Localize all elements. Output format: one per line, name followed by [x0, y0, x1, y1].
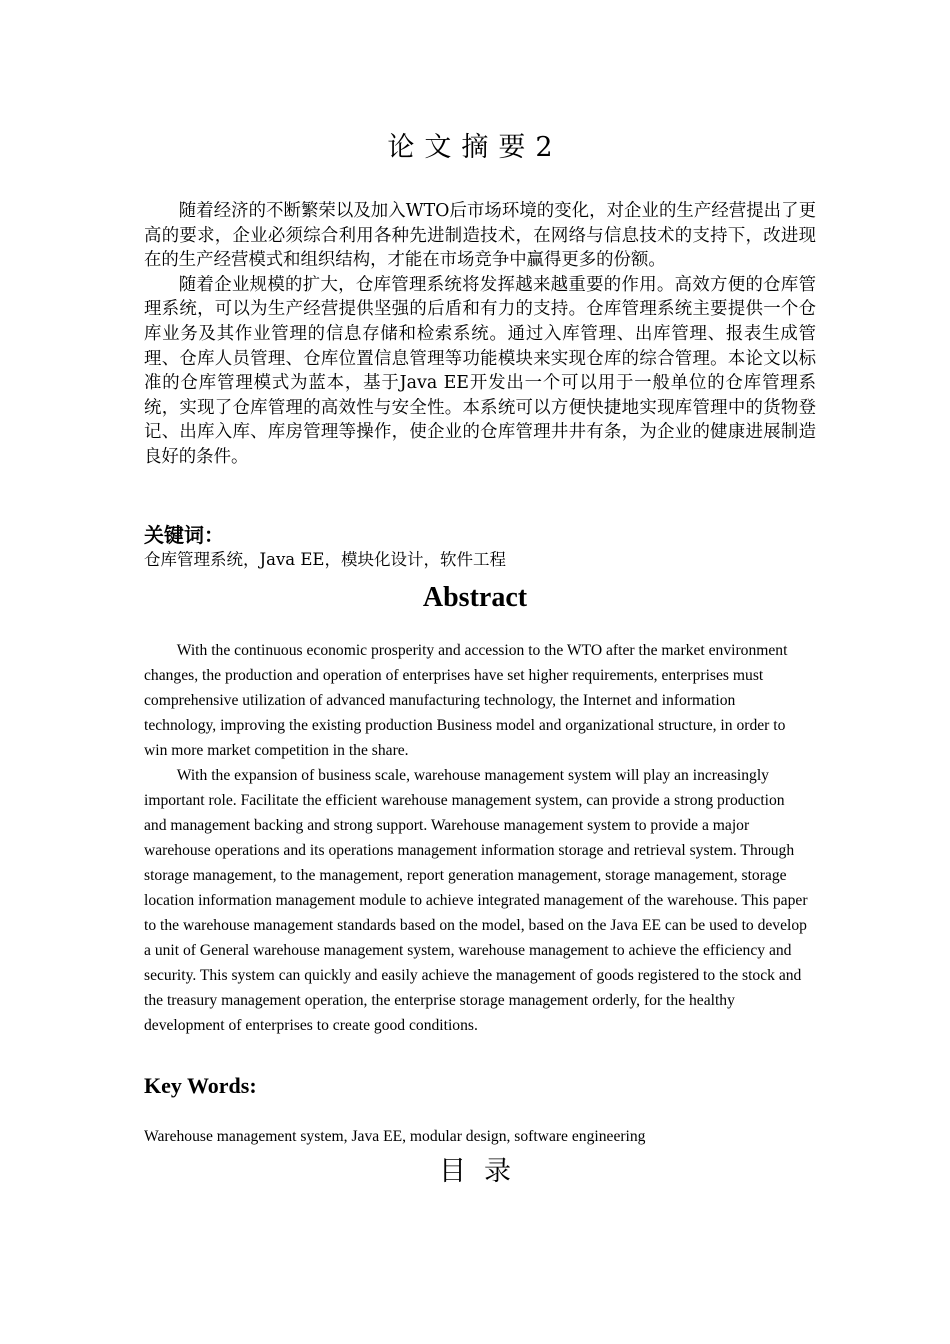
en-abstract-title: Abstract — [422, 582, 528, 613]
cn-abstract-title: 论文摘要2 — [387, 132, 563, 163]
cn-keywords-text: 仓库管理系统，Java EE，模块化设计，软件工程 — [144, 550, 506, 569]
en-keywords-text: Warehouse management system, Java EE, modular design, software engineering — [144, 1128, 646, 1145]
cn-abstract-paragraph-1: 随着经济的不断繁荣以及加入WTO后市场环境的变化，对企业的生产经营提出了更高的要求，企业必须综合利用各种先进制造技术，在网络与信息技术的支持下，改进现在的生产经营模式和组织结构，才能在市场竞争中赢得更多的份额。 — [144, 201, 816, 271]
en-abstract-paragraph-1: With the continuous economic prosperity and accession to the WTO after the market environment changes, the production and operation of enterprises have set higher requirements, enterprises must comprehensive utilization of advanced manufacturing technology, the Internet and information technology, improving the existing production Business model and organizational structure, in order to win more market competition in the share. — [144, 642, 788, 759]
cn-abstract-body — [144, 199, 816, 470]
en-abstract-body — [144, 638, 809, 1038]
en-keywords-heading: Key Words: — [144, 1073, 257, 1098]
cn-abstract-paragraph-2: 随着企业规模的扩大，仓库管理系统将发挥越来越重要的作用。高效方便的仓库管理系统，可以为生产经营提供坚强的后盾和有力的支持。仓库管理系统主要提供一个仓库业务及其作业管理的信息存储和检索系统。通过入库管理、出库管理、报表生成管理、仓库人员管理、仓库位置信息管理等功能模块来实现仓库的综合管理。本论文以标准的仓库管理模式为蓝本，基于Java EE开发出一个可以用于一般单位的仓库管理系统，实现了仓库管理的高效性与安全性。本系统可以方便快捷地实现库管理中的货物登记、出库入库、库房管理等操作，使企业的仓库管理井井有条，为企业的健康进展制造良好的条件。 — [144, 274, 816, 467]
cn-keywords-heading: 关键词： — [144, 523, 224, 547]
toc-title: 目录 — [439, 1156, 529, 1187]
en-abstract-paragraph-2: With the expansion of business scale, warehouse management system will play an increasingly important role. Facilitate the efficient warehouse management system, can provide a strong production and management backing and strong support. Warehouse management system to provide a major warehouse operations and its operations management information storage and retrieval system. Through storage management, to the management, report generation management, storage management, storage location information management module to achieve integrated management of the warehouse. This paper to the warehouse management standards based on the model, based on the Java EE can be used to develop a unit of General warehouse management system, warehouse management to achieve the efficiency and security. This system can quickly and easily achieve the management of goods registered to the stock and the treasury management operation, the enterprise storage management orderly, for the healthy development of enterprises to create good conditions. — [144, 767, 808, 1034]
